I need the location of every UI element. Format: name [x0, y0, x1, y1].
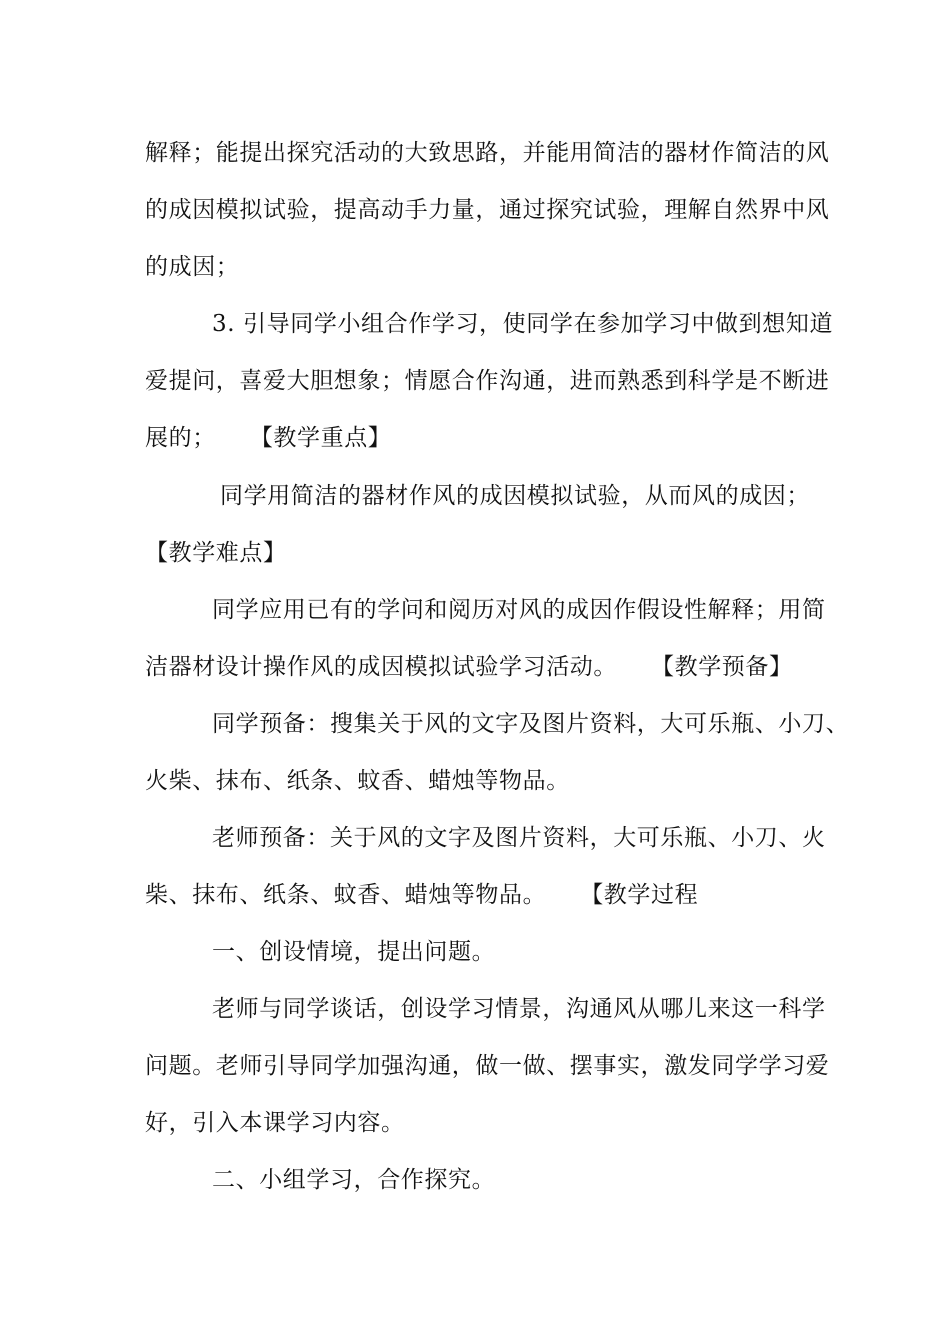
text-span: 老师与同学谈话，创设学习情景，沟通风从哪儿来这一科学	[212, 996, 826, 1022]
section-heading: 【教学预备】	[651, 654, 793, 680]
paragraph-line	[145, 766, 570, 796]
text-span: 的成因；	[145, 254, 240, 280]
paragraph-line	[212, 823, 826, 853]
text-span: 火柴、抹布、纸条、蚊香、蜡烛等物品。	[145, 768, 570, 794]
text-span: 爱提问，喜爱大胆想象；情愿合作沟通，进而熟悉到科学是不断进	[145, 368, 830, 394]
section-heading: 【教学过程	[580, 882, 699, 908]
paragraph-line	[145, 880, 698, 910]
paragraph-line	[145, 195, 829, 225]
section-heading: 【教学难点】	[145, 540, 287, 566]
text-span: 同学用简洁的器材作风的成因模拟试验，从而风的成因；	[220, 483, 810, 509]
text-span: 3. 引导同学小组合作学习，使同学在参加学习中做到想知道	[212, 311, 834, 337]
text-span: 柴、抹布、纸条、蚊香、蜡烛等物品。	[145, 882, 547, 908]
subsection-heading: 二、小组学习，合作探究。	[212, 1167, 496, 1193]
paragraph-line	[212, 1165, 495, 1195]
paragraph-line	[145, 1051, 829, 1081]
text-span: 老师预备：关于风的文字及图片资料，大可乐瓶、小刀、火	[212, 825, 826, 851]
paragraph-line	[145, 366, 829, 396]
section-heading-line	[145, 538, 287, 568]
paragraph-line	[145, 252, 239, 282]
text-span: 问题。老师引导同学加强沟通，做一做、摆事实，激发同学学习爱	[145, 1053, 830, 1079]
text-span: 同学预备：搜集关于风的文字及图片资料，大可乐瓶、小刀、	[212, 711, 850, 737]
paragraph-line	[145, 652, 793, 682]
text-span: 同学应用已有的学问和阅历对风的成因作假设性解释；用简	[212, 597, 826, 623]
text-span: 好，引入本课学习内容。	[145, 1110, 405, 1136]
paragraph-line	[212, 994, 826, 1024]
paragraph-line	[145, 1108, 405, 1138]
paragraph-line	[220, 481, 810, 511]
section-heading: 【教学重点】	[249, 425, 392, 451]
paragraph-line	[212, 595, 826, 625]
text-span: 洁器材设计操作风的成因模拟试验学习活动。	[145, 654, 617, 680]
paragraph-line	[145, 138, 829, 168]
text-span: 解释；能提出探究活动的大致思路，并能用简洁的器材作简洁的风	[145, 140, 830, 166]
paragraph-line	[212, 937, 495, 967]
text-span: 展的；	[145, 425, 216, 451]
paragraph-line	[212, 709, 849, 739]
subsection-heading: 一、创设情境，提出问题。	[212, 939, 496, 965]
paragraph-line	[212, 309, 833, 339]
text-span: 的成因模拟试验，提高动手力量，通过探究试验，理解自然界中风	[145, 197, 830, 223]
paragraph-line	[145, 423, 391, 453]
